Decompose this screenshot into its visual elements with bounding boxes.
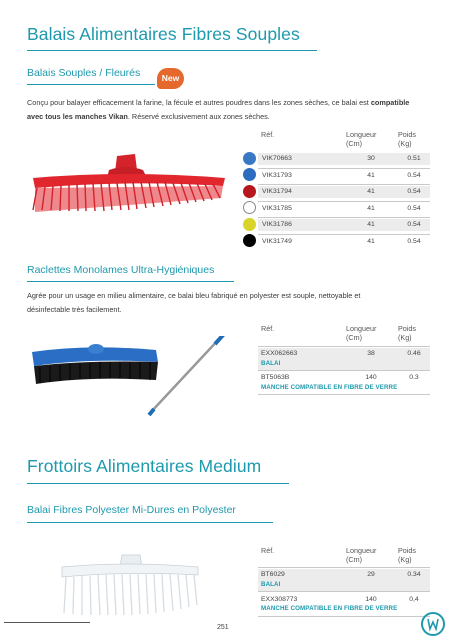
new-badge: New [157,68,184,89]
row-divider [258,346,430,347]
row-weight: 0.34 [407,571,421,578]
section-subtitle: Balais Souples / Fleurés [27,67,141,79]
subtitle-underline [27,522,273,523]
blue-broom-image [28,336,253,416]
row-length: 41 [367,205,375,212]
row-divider [258,168,430,169]
row-length: 140 [365,596,377,603]
row-sub-label: MANCHE COMPATIBLE EN FIBRE DE VERRE [261,384,398,391]
row-length: 29 [367,571,375,578]
row-ref: EXX062663 [261,350,298,357]
row-weight: 0.3 [409,374,419,381]
row-divider [258,616,430,617]
row-sub-label: MANCHE COMPATIBLE EN FIBRE DE VERRE [261,605,398,612]
title-underline [27,50,317,51]
section-description: Agrée pour un usage en milieu alimentaire, ce balai bleu fabriqué en polyester est souple, nettoyable et désinfectable très facilement. [27,291,361,314]
col-weight-header: Poids (Kg) [398,324,416,342]
row-ref: VIK31794 [262,188,292,195]
row-weight: 0.54 [407,221,421,228]
row-ref: VIK70663 [262,155,292,162]
row-ref: VIK31749 [262,238,292,245]
row-ref: VIK31793 [262,172,292,179]
col-length-header: Longueur (Cm) [346,546,377,564]
row-weight: 0.54 [407,238,421,245]
row-ref: EXX308773 [261,596,298,603]
row-length: 41 [367,221,375,228]
col-length-header: Longueur (Cm) [346,130,377,148]
col-ref-header: Réf. [261,130,275,139]
section-description: Conçu pour balayer efficacement la farine, la fécule et autres poudres dans les zones sèches, ce balai est compatible avec tous les manches Vikan. Réservé exclusivement aux zones sèches. [27,98,410,121]
row-length: 41 [367,238,375,245]
brand-logo-icon [421,612,445,636]
row-divider [258,201,430,202]
row-divider [258,234,430,235]
col-weight-header: Poids (Kg) [398,546,416,564]
color-swatch-black [243,234,256,247]
row-ref: VIK31785 [262,205,292,212]
footer-rule [4,622,90,623]
row-weight: 0.54 [407,205,421,212]
title-underline [27,483,289,484]
row-length: 38 [367,350,375,357]
row-weight: 0.46 [407,350,421,357]
row-divider [258,591,430,592]
section-title: Frottoirs Alimentaires Medium [27,456,262,476]
col-length-header: Longueur (Cm) [346,324,377,342]
row-length: 30 [367,155,375,162]
section-subtitle: Raclettes Monolames Ultra-Hygiéniques [27,264,215,276]
page-number: 251 [217,624,229,631]
row-weight: 0,4 [409,596,419,603]
row-divider [258,567,430,568]
color-swatch-yellow [243,218,256,231]
row-sub-label: BALAI [261,360,281,367]
color-swatch-white [243,201,256,214]
row-weight: 0.54 [407,188,421,195]
white-broom-image [58,553,208,619]
row-divider [258,217,430,218]
row-divider [258,370,430,371]
row-weight: 0.54 [407,172,421,179]
row-length: 41 [367,172,375,179]
subtitle-underline [27,281,234,282]
page-title: Balais Alimentaires Fibres Souples [27,24,300,44]
row-length: 140 [365,374,377,381]
color-swatch-blue [243,152,256,165]
col-ref-header: Réf. [261,546,275,555]
row-divider [258,394,430,395]
subtitle-underline [27,84,155,85]
row-ref: VIK31786 [262,221,292,228]
row-ref: BT5063B [261,374,290,381]
row-weight: 0.51 [407,155,421,162]
row-sub-label: BALAI [261,581,281,588]
col-weight-header: Poids (Kg) [398,130,416,148]
color-swatch-blue [243,168,256,181]
color-swatch-red [243,185,256,198]
red-broom-image [25,148,235,218]
col-ref-header: Réf. [261,324,275,333]
row-divider [258,184,430,185]
row-ref: BT6029 [261,571,285,578]
row-length: 41 [367,188,375,195]
section-subtitle: Balai Fibres Polyester Mi-Dures en Polyester [27,504,236,516]
